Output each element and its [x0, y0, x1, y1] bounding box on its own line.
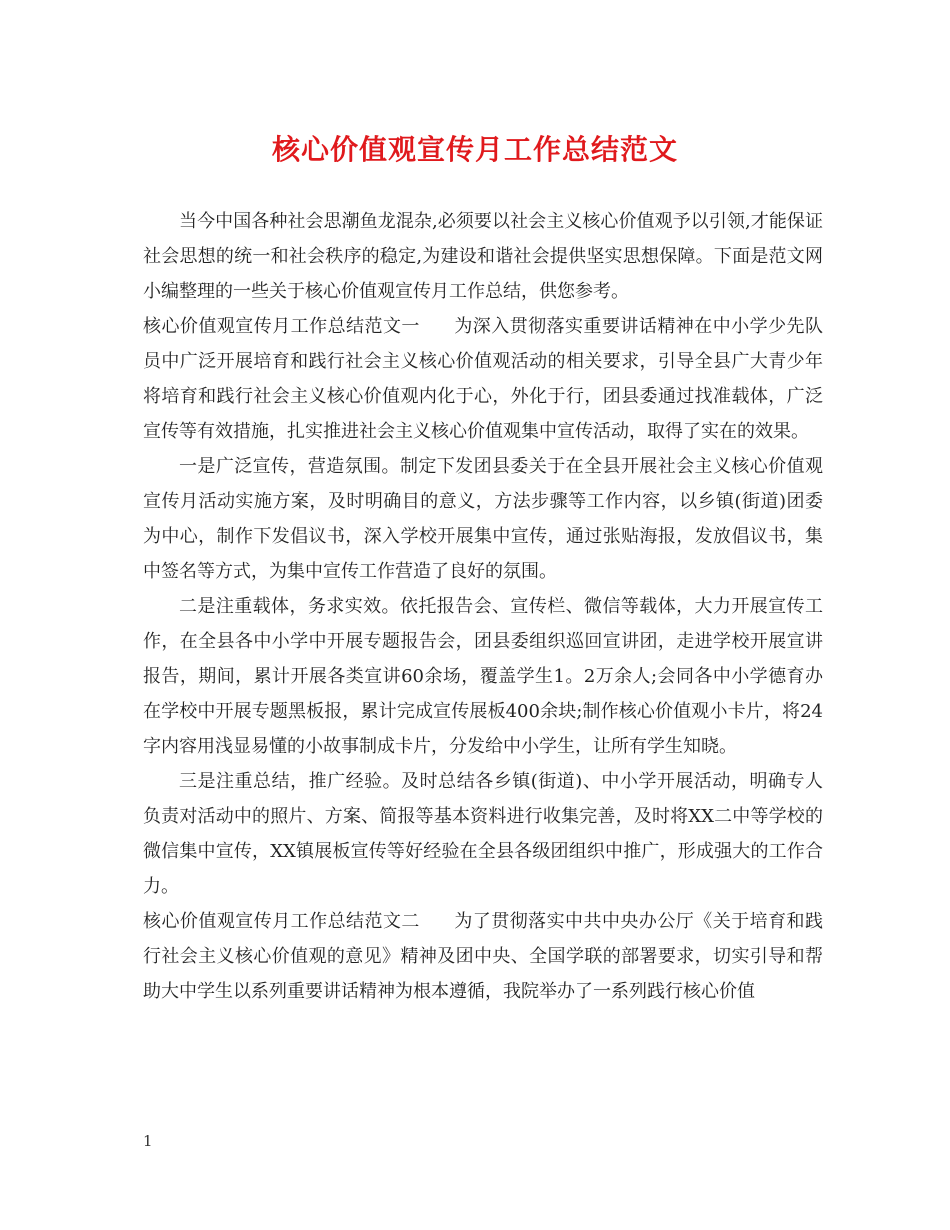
- point-three-paragraph: 三是注重总结，推广经验。及时总结各乡镇(街道)、中小学开展活动，明确专人负责对活动中的照片、方案、简报等基本资料进行收集完善，及时将XX二中等学校的微信集中宣传，XX镇展板宣传等好经验在全县各级团组织中推广，形成强大的工作合力。: [143, 771, 823, 897]
- section-one-text: 为深入贯彻落实重要讲话精神在中小学少先队员中广泛开展培育和践行社会主义核心价值观活动的相关要求，引导全县广大青少年将培育和践行社会主义核心价值观内化于心，外化于行，团县委通过找准载体，广泛宣传等有效措施，扎实推进社会主义核心价值观集中宣传活动，取得了实在的效果。: [143, 316, 824, 442]
- section-two-heading: 核心价值观宣传月工作总结范文二: [143, 911, 420, 932]
- intro-paragraph: 当今中国各种社会思潮鱼龙混杂,必须要以社会主义核心价值观予以引领,才能保证社会思想的统一和社会秩序的稳定,为建设和谐社会提供坚实思想保障。下面是范文网小编整理的一些关于核心价值观宣传月工作总结，供您参考。: [143, 211, 823, 302]
- document-title: 核心价值观宣传月工作总结范文: [271, 133, 678, 166]
- section-two-text: 为了贯彻落实中共中央办公厅《关于培育和践行社会主义核心价值观的意见》精神及团中央、全国学联的部署要求，切实引导和帮助大中学生以系列重要讲话精神为根本遵循，我院举办了一系列践行核心价值: [143, 911, 824, 1002]
- point-two-paragraph: 二是注重载体，务求实效。依托报告会、宣传栏、微信等载体，大力开展宣传工作，在全县各中小学中开展专题报告会，团县委组织巡回宣讲团，走进学校开展宣讲报告，期间，累计开展各类宣讲60余场，覆盖学生1。2万余人;会同各中小学德育办在学校中开展专题黑板报，累计完成宣传展板400余块;制作核心价值观小卡片，将24字内容用浅显易懂的小故事制成卡片，分发给中小学生，让所有学生知晓。: [143, 596, 823, 757]
- document-body: [143, 204, 823, 1009]
- section-one-paragraph: [143, 309, 823, 449]
- section-two-paragraph: [143, 904, 823, 1009]
- point-one-paragraph: 一是广泛宣传，营造氛围。制定下发团县委关于在全县开展社会主义核心价值观宣传月活动实施方案，及时明确目的意义，方法步骤等工作内容，以乡镇(街道)团委为中心，制作下发倡议书，深入学校开展集中宣传，通过张贴海报，发放倡议书，集中签名等方式，为集中宣传工作营造了良好的氛围。: [143, 456, 823, 582]
- section-one-heading: 核心价值观宣传月工作总结范文一: [143, 316, 420, 337]
- page-number: 1: [143, 1132, 153, 1150]
